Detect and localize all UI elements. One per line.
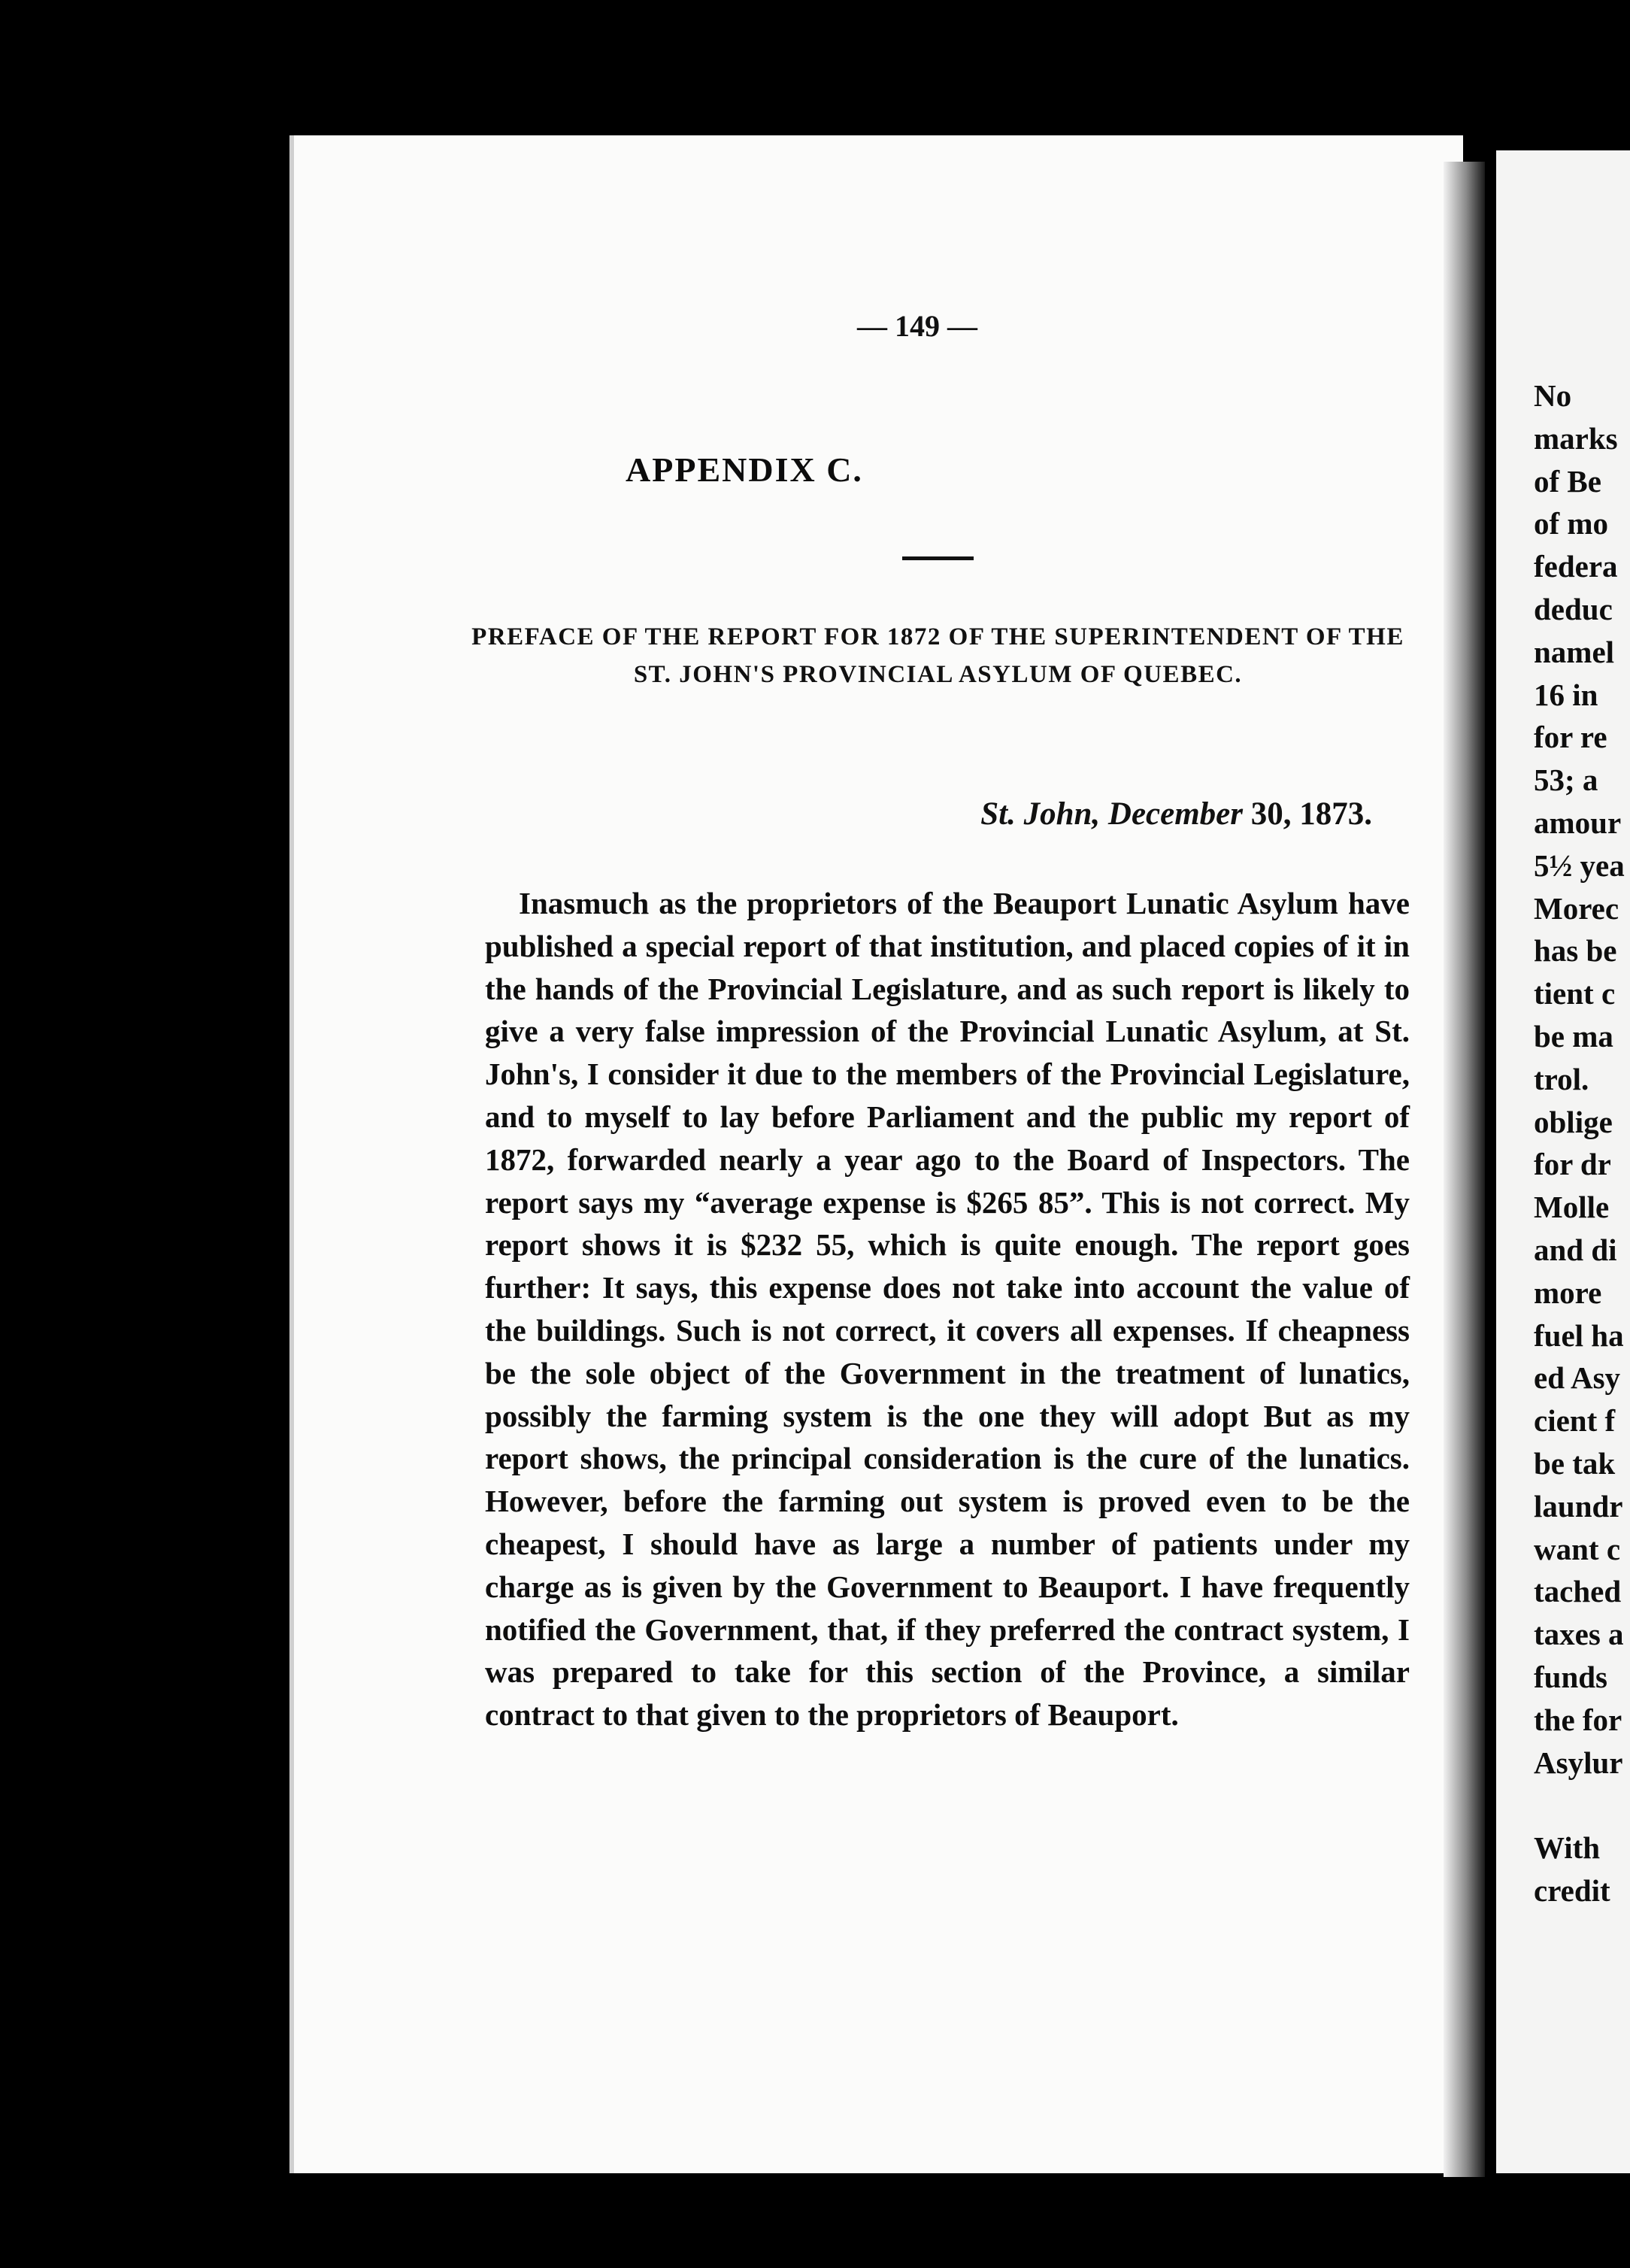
facing-page-line: trol. [1534,1061,1589,1096]
facing-page-line: of Be [1534,463,1601,499]
facing-page-line: Morec [1534,890,1619,926]
facing-page-line: the for [1534,1702,1622,1737]
facing-page-line: laundr [1534,1488,1623,1524]
title-rule [902,556,974,560]
facing-page-line: Molle [1534,1190,1610,1225]
facing-page-line: be ma [1534,1018,1613,1054]
preface-heading: PREFACE OF THE REPORT FOR 1872 OF THE SUPERINTENDENT OF THE ST. JOHN'S PROVINCIAL ASYLUM OF QUEBEC. [471,623,1404,688]
facing-page-line: federa [1534,549,1618,584]
facing-page-line: credit [1534,1872,1610,1908]
facing-page-line: deduc [1534,591,1613,626]
dateline-place: St. John, December [980,796,1243,832]
facing-page-line: and di [1534,1232,1617,1267]
facing-page-line: cient f [1534,1403,1616,1439]
dateline [980,796,1372,832]
appendix-title: APPENDIX C. [626,450,863,489]
facing-page-line: ed Asy [1534,1360,1621,1396]
body-text: Inasmuch as the proprietors of the Beauport Lunatic Asylum have published a special report of that institution, and placed copies of it in the hands of the Provincial Legislature, and as such report is likely to give a very false impression of the Provincial Lunatic Asylum, at St. John's, I consider it due to the members of the Provincial Legislature, and to myself to lay before Parliament and the public my report of 1872, forwarded nearly a year ago to the Board of Inspectors. The report says my “average expense is $265 85”. This is not correct. My report shows it is $232 55, which is quite enough. The report goes further: It says, this expense does not take into account the value of the buildings. Such is not correct, it covers all expenses. If cheapness be the sole object of the Government in the treatment of lunatics, possibly the farming system is the one they will adopt But as my report shows, the principal consideration is the cure of the lunatics. However, before the farming out system is proved even to be the cheapest, I should have as large a number of patients under my charge as is given by the Government to Beauport. I have frequently notified the Government, that, if they preferred the contract system, I was prepared to take for this section of the Province, a similar contract to that given to the proprietors of Beauport. [485,886,1410,1733]
facing-page-line: No [1534,378,1572,413]
facing-page-line: more [1534,1275,1602,1310]
facing-page-line: fuel ha [1534,1317,1624,1353]
facing-page-line: oblige [1534,1104,1613,1139]
facing-page-line: be tak [1534,1445,1616,1481]
facing-page-text [1534,374,1630,1912]
dateline-date: 30, 1873. [1250,796,1372,832]
facing-page-line: 16 in [1534,677,1598,712]
facing-page-line: funds [1534,1659,1608,1694]
facing-page-line: marks [1534,420,1618,456]
book-gutter [1444,162,1485,2177]
facing-page-line: for dr [1534,1147,1611,1182]
facing-page-line: want c [1534,1531,1621,1566]
body-paragraph [485,882,1410,1736]
page-number: — 149 — [857,309,977,343]
facing-page-line: taxes a [1534,1617,1624,1652]
facing-page-line: for re [1534,720,1607,755]
facing-page-line: of mo [1534,506,1609,541]
facing-page-line: With [1534,1830,1601,1866]
facing-page-line: 5½ yea [1534,847,1625,883]
facing-page-line: tached [1534,1574,1622,1609]
facing-page-line: tient c [1534,976,1616,1011]
facing-page-line [1534,1784,1630,1827]
facing-page-line: amour [1534,805,1622,840]
facing-page-line: namel [1534,634,1615,669]
facing-page-line: has be [1534,933,1617,969]
facing-page-line: Asylur [1534,1745,1623,1780]
facing-page-line: 53; a [1534,763,1598,798]
